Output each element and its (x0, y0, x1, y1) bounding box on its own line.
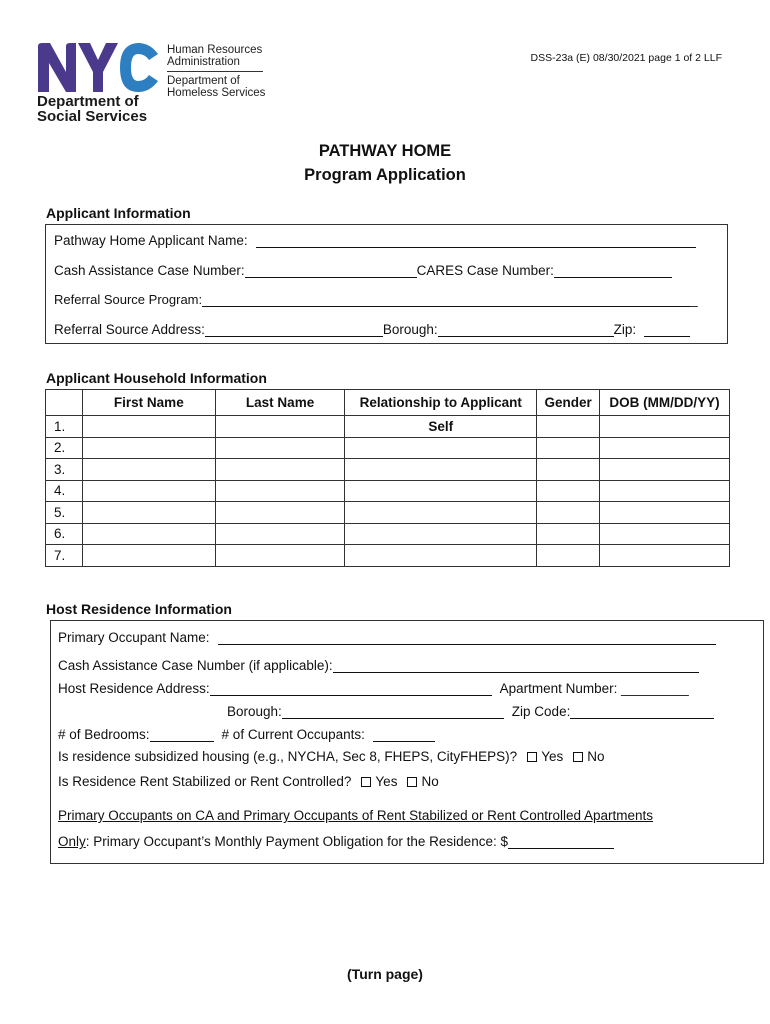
dob-cell[interactable] (600, 545, 730, 567)
dss-name (37, 94, 147, 124)
agency-divider (167, 71, 263, 72)
row-number: 5. (46, 502, 83, 524)
dob-cell[interactable] (600, 459, 730, 481)
host-case-label: Cash Assistance Case Number (if applicable): (58, 658, 333, 673)
subsidized-yes-checkbox[interactable] (527, 752, 537, 762)
occupant-field[interactable] (218, 630, 716, 645)
payment-row (58, 834, 614, 849)
referral-row (54, 292, 698, 307)
payment-note-only: Only (58, 834, 86, 849)
rent-yes-label: Yes (375, 774, 398, 789)
gender-cell[interactable] (537, 523, 600, 545)
cares-field[interactable] (554, 263, 672, 278)
first-name-cell[interactable] (82, 437, 215, 459)
table-row (46, 416, 730, 438)
zip-code-label: Zip Code: (511, 704, 571, 719)
host-borough-field[interactable] (282, 704, 504, 719)
rent-stabilized-label: Is Residence Rent Stabilized or Rent Controlled? (58, 774, 352, 789)
dob-cell[interactable] (600, 480, 730, 502)
gender-cell[interactable] (537, 502, 600, 524)
table-row (46, 502, 730, 524)
gender-cell[interactable] (537, 545, 600, 567)
dob-cell[interactable] (600, 523, 730, 545)
gender-cell[interactable] (537, 459, 600, 481)
form-subtitle: Program Application (304, 166, 466, 184)
apartment-label: Apartment Number: _________ (499, 681, 689, 696)
borough-field[interactable] (438, 322, 614, 337)
cares-label: CARES Case Number: (416, 263, 554, 278)
host-case-row (58, 658, 699, 673)
col-header-dob: DOB (MM/DD/YY) (600, 390, 730, 416)
rent-no-label: No (421, 774, 439, 789)
dss-line-1: Department of (37, 93, 139, 110)
gender-cell[interactable] (537, 437, 600, 459)
referral-address-label: Referral Source Address: (54, 322, 205, 337)
relationship-cell: Self (345, 416, 537, 438)
turn-page-note: (Turn page) (347, 966, 423, 982)
col-header-gender: Gender (537, 390, 600, 416)
last-name-cell[interactable] (215, 545, 345, 567)
host-address-row (58, 681, 689, 696)
bedrooms-label: # of Bedrooms: (58, 727, 150, 742)
rent-stabilized-row (58, 774, 439, 789)
payment-field[interactable] (508, 834, 614, 849)
dss-line-2: Social Services (37, 108, 148, 125)
last-name-cell[interactable] (215, 502, 345, 524)
bedrooms-field[interactable] (150, 727, 214, 742)
subsidized-no-label: No (587, 749, 605, 764)
last-name-cell[interactable] (215, 416, 345, 438)
table-row (46, 437, 730, 459)
host-borough-label: Borough: (227, 704, 282, 719)
dob-cell[interactable] (600, 437, 730, 459)
relationship-cell[interactable] (345, 480, 537, 502)
subsidized-yes-label: Yes (541, 749, 564, 764)
host-case-field[interactable] (333, 658, 699, 673)
occupant-row (58, 630, 716, 645)
last-name-cell[interactable] (215, 480, 345, 502)
first-name-cell[interactable] (82, 523, 215, 545)
table-row (46, 459, 730, 481)
table-header-row (46, 390, 730, 416)
relationship-cell[interactable] (345, 545, 537, 567)
table-row (46, 523, 730, 545)
borough-label: Borough: (382, 322, 438, 337)
host-address-label: Host Residence Address: (58, 681, 210, 696)
occupant-label: Primary Occupant Name: (58, 630, 210, 645)
first-name-cell[interactable] (82, 545, 215, 567)
first-name-cell[interactable] (82, 480, 215, 502)
occupants-label: # of Current Occupants: (221, 727, 365, 742)
household-heading: Applicant Household Information (46, 370, 267, 386)
table-row (46, 545, 730, 567)
col-header-relationship: Relationship to Applicant (345, 390, 537, 416)
referral-tail: _ (690, 292, 698, 307)
host-box (50, 620, 764, 864)
host-borough-row (227, 704, 714, 719)
subsidized-no-checkbox[interactable] (573, 752, 583, 762)
zip-label: Zip: (613, 322, 637, 337)
bedrooms-row (58, 727, 435, 742)
referral-address-row (54, 322, 690, 337)
last-name-cell[interactable] (215, 437, 345, 459)
row-number: 2. (46, 437, 83, 459)
row-number: 3. (46, 459, 83, 481)
col-header-number (46, 390, 83, 416)
agency-line-1: Human Resources (167, 44, 263, 56)
relationship-cell[interactable] (345, 437, 537, 459)
host-heading: Host Residence Information (46, 601, 232, 617)
last-name-cell[interactable] (215, 459, 345, 481)
col-header-last-name: Last Name (215, 390, 345, 416)
relationship-cell[interactable] (345, 523, 537, 545)
agency-line-3: Department of (167, 75, 240, 87)
rent-no-checkbox[interactable] (407, 777, 417, 787)
referral-address-field[interactable] (205, 322, 383, 337)
first-name-cell[interactable] (82, 459, 215, 481)
payment-note-line-1: Primary Occupants on CA and Primary Occupants of Rent Stabilized or Rent Controlled Apartments (58, 808, 654, 823)
dob-cell[interactable] (600, 502, 730, 524)
subsidized-row (58, 749, 604, 764)
subsidized-label: Is residence subsidized housing (e.g., NYCHA, Sec 8, FHEPS, CityFHEPS)? (58, 749, 518, 764)
dob-cell[interactable] (600, 416, 730, 438)
row-number: 1. (46, 416, 83, 438)
household-table (45, 389, 730, 567)
zip-code-field[interactable] (570, 704, 714, 719)
applicant-name-row (54, 233, 696, 248)
agency-line-2: Administration (167, 56, 240, 68)
form-id: DSS-23a (E) 08/30/2021 page 1 of 2 LLF (530, 52, 722, 64)
gender-cell[interactable] (537, 480, 600, 502)
zip-field[interactable] (644, 322, 690, 337)
gender-cell[interactable] (537, 416, 600, 438)
agency-line-4: Homeless Services (167, 87, 266, 99)
first-name-cell[interactable] (82, 502, 215, 524)
occupants-field[interactable] (373, 727, 435, 742)
referral-label: Referral Source Program: (54, 292, 203, 307)
referral-field[interactable] (202, 292, 690, 307)
payment-label: : Primary Occupant’s Monthly Payment Obligation for the Residence: $ (85, 834, 508, 849)
rent-yes-checkbox[interactable] (361, 777, 371, 787)
relationship-cell[interactable] (345, 502, 537, 524)
table-row (46, 480, 730, 502)
nyc-logo (36, 42, 160, 94)
applicant-name-field[interactable] (256, 233, 696, 248)
row-number: 6. (46, 523, 83, 545)
col-header-first-name: First Name (82, 390, 215, 416)
row-number: 4. (46, 480, 83, 502)
form-title: PATHWAY HOME (318, 142, 452, 160)
host-address-field[interactable] (210, 681, 492, 696)
applicant-heading: Applicant Information (46, 205, 191, 221)
row-number: 7. (46, 545, 83, 567)
applicant-case-label: Cash Assistance Case Number: (54, 263, 245, 278)
relationship-cell[interactable] (345, 459, 537, 481)
applicant-case-field[interactable] (245, 263, 417, 278)
applicant-name-label: Pathway Home Applicant Name: (54, 233, 248, 248)
applicant-box (45, 224, 728, 344)
last-name-cell[interactable] (215, 523, 345, 545)
agency-names (167, 44, 265, 99)
first-name-cell[interactable] (82, 416, 215, 438)
applicant-case-row (54, 263, 672, 278)
